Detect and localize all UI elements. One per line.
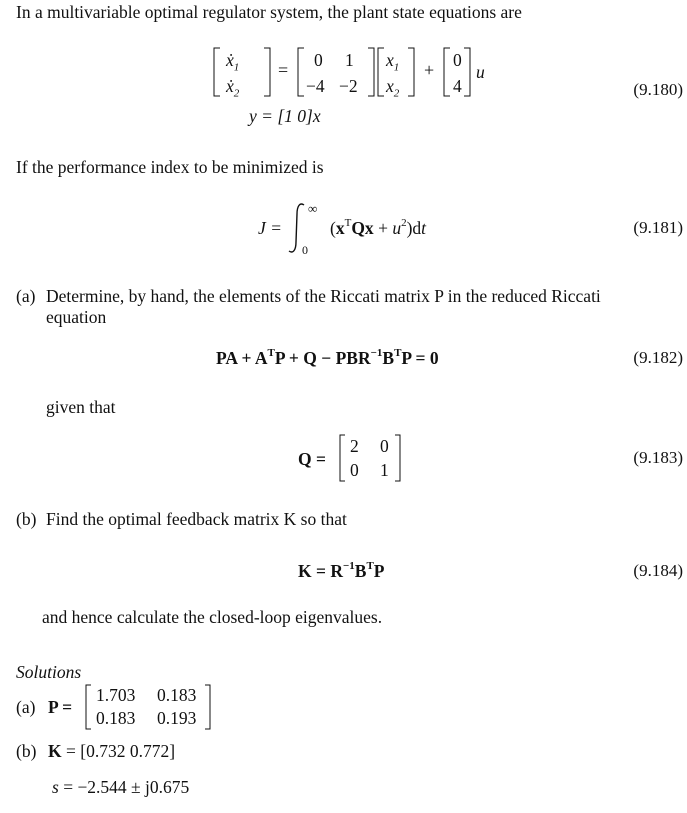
q11: 2 xyxy=(350,436,359,456)
lhs-brackets xyxy=(212,44,272,100)
lhs-x1: ẋ$_1$ xyxy=(226,50,240,74)
eq-number-9-180: (9.180) xyxy=(633,80,683,99)
solution-a-label: (a) xyxy=(16,697,36,717)
q-matrix-brackets xyxy=(338,432,402,484)
eigenvalues-solution: s = −2.544 ± j0.675 xyxy=(52,777,190,797)
perf-intro-text: If the performance index to be minimized is xyxy=(16,157,324,177)
p11: 1.703 xyxy=(96,685,136,705)
part-b-label: (b) xyxy=(16,509,37,529)
lhs-x2: ẋ$_2$ xyxy=(226,76,240,100)
x1: $x_1$ xyxy=(386,50,400,74)
a12: 1 xyxy=(345,50,354,70)
a22: −2 xyxy=(339,76,358,96)
q12: 0 xyxy=(380,436,389,456)
k-solution: K = [0.732 0.772] xyxy=(48,741,176,761)
solutions-heading: Solutions xyxy=(16,662,82,682)
riccati-equation: PA + $A^TP + Q - PBR^{-1}B^TP = 0$ xyxy=(216,347,439,368)
integral-lower-limit: 0 xyxy=(302,243,308,257)
part-a-text-line1: Determine, by hand, the elements of the Riccati matrix P in the reduced Riccati xyxy=(46,286,601,306)
given-text: given that xyxy=(46,397,116,417)
plus-sign: + xyxy=(424,60,435,80)
output-equation: y = [1 0]x xyxy=(249,106,321,126)
q21: 0 xyxy=(350,460,359,480)
part-b-text: Find the optimal feedback matrix K so that xyxy=(46,509,347,529)
b2: 4 xyxy=(453,76,462,96)
u-symbol: u xyxy=(476,62,485,82)
b1: 0 xyxy=(453,50,462,70)
integrand: $(x^TQx + u^2)dt$ xyxy=(330,217,427,238)
eq-number-9-183: (9.183) xyxy=(633,448,683,467)
a21: −4 xyxy=(306,76,325,96)
x2: $x_2$ xyxy=(386,76,400,100)
p-symbol: P = xyxy=(48,697,73,717)
part-a-label: (a) xyxy=(16,286,36,306)
eq-number-9-184: (9.184) xyxy=(633,561,683,580)
p12: 0.183 xyxy=(157,685,197,705)
equals-sign: = xyxy=(278,60,289,80)
q-symbol: Q = xyxy=(298,449,326,469)
j-symbol: J = xyxy=(258,218,282,238)
intro-text: In a multivariable optimal regulator system, the plant state equations are xyxy=(16,2,522,22)
a11: 0 xyxy=(314,50,323,70)
q22: 1 xyxy=(380,460,389,480)
eq-number-9-182: (9.182) xyxy=(633,348,683,367)
integral-upper-limit: ∞ xyxy=(308,201,318,216)
k-equation: $K = R^{-1}B^TP$ xyxy=(298,560,385,581)
p21: 0.183 xyxy=(96,708,136,728)
solution-b-label: (b) xyxy=(16,741,37,761)
hence-text: and hence calculate the closed-loop eigenvalues. xyxy=(42,607,383,627)
eq-number-9-181: (9.181) xyxy=(633,218,683,237)
p22: 0.193 xyxy=(157,708,197,728)
part-a-text-line2: equation xyxy=(46,307,107,327)
